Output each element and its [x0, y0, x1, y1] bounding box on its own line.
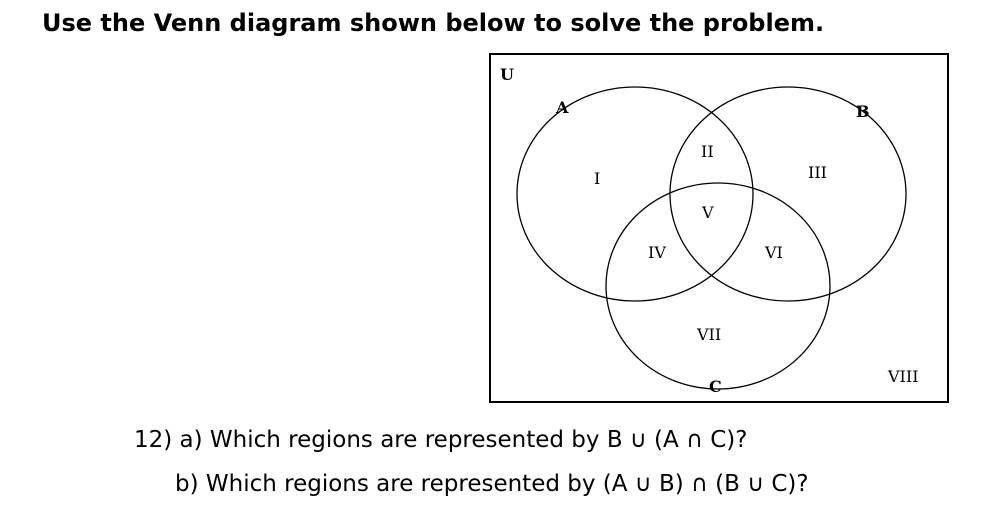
question-12a: 12) a) Which regions are represented by B ∪ (A ∩ C)?	[134, 427, 748, 453]
set-label-c: C	[709, 377, 722, 396]
circle-a	[517, 87, 753, 301]
set-label-a: A	[556, 98, 569, 117]
universe-label: U	[500, 65, 514, 84]
region-label-1: I	[594, 169, 601, 188]
region-label-7: VII	[697, 325, 722, 344]
circle-b	[670, 87, 906, 301]
region-label-8: VIII	[888, 367, 919, 386]
question-12b: b) Which regions are represented by (A ∪ B) ∩ (B ∪ C)?	[175, 471, 809, 497]
region-label-3: III	[808, 163, 827, 182]
region-label-6: VI	[765, 243, 783, 262]
set-label-b: B	[856, 102, 870, 121]
region-label-4: IV	[648, 243, 666, 262]
region-label-5: V	[702, 203, 714, 222]
problem-heading: Use the Venn diagram shown below to solve the problem.	[42, 9, 825, 37]
region-label-2: II	[701, 142, 714, 161]
circle-c	[606, 183, 830, 389]
